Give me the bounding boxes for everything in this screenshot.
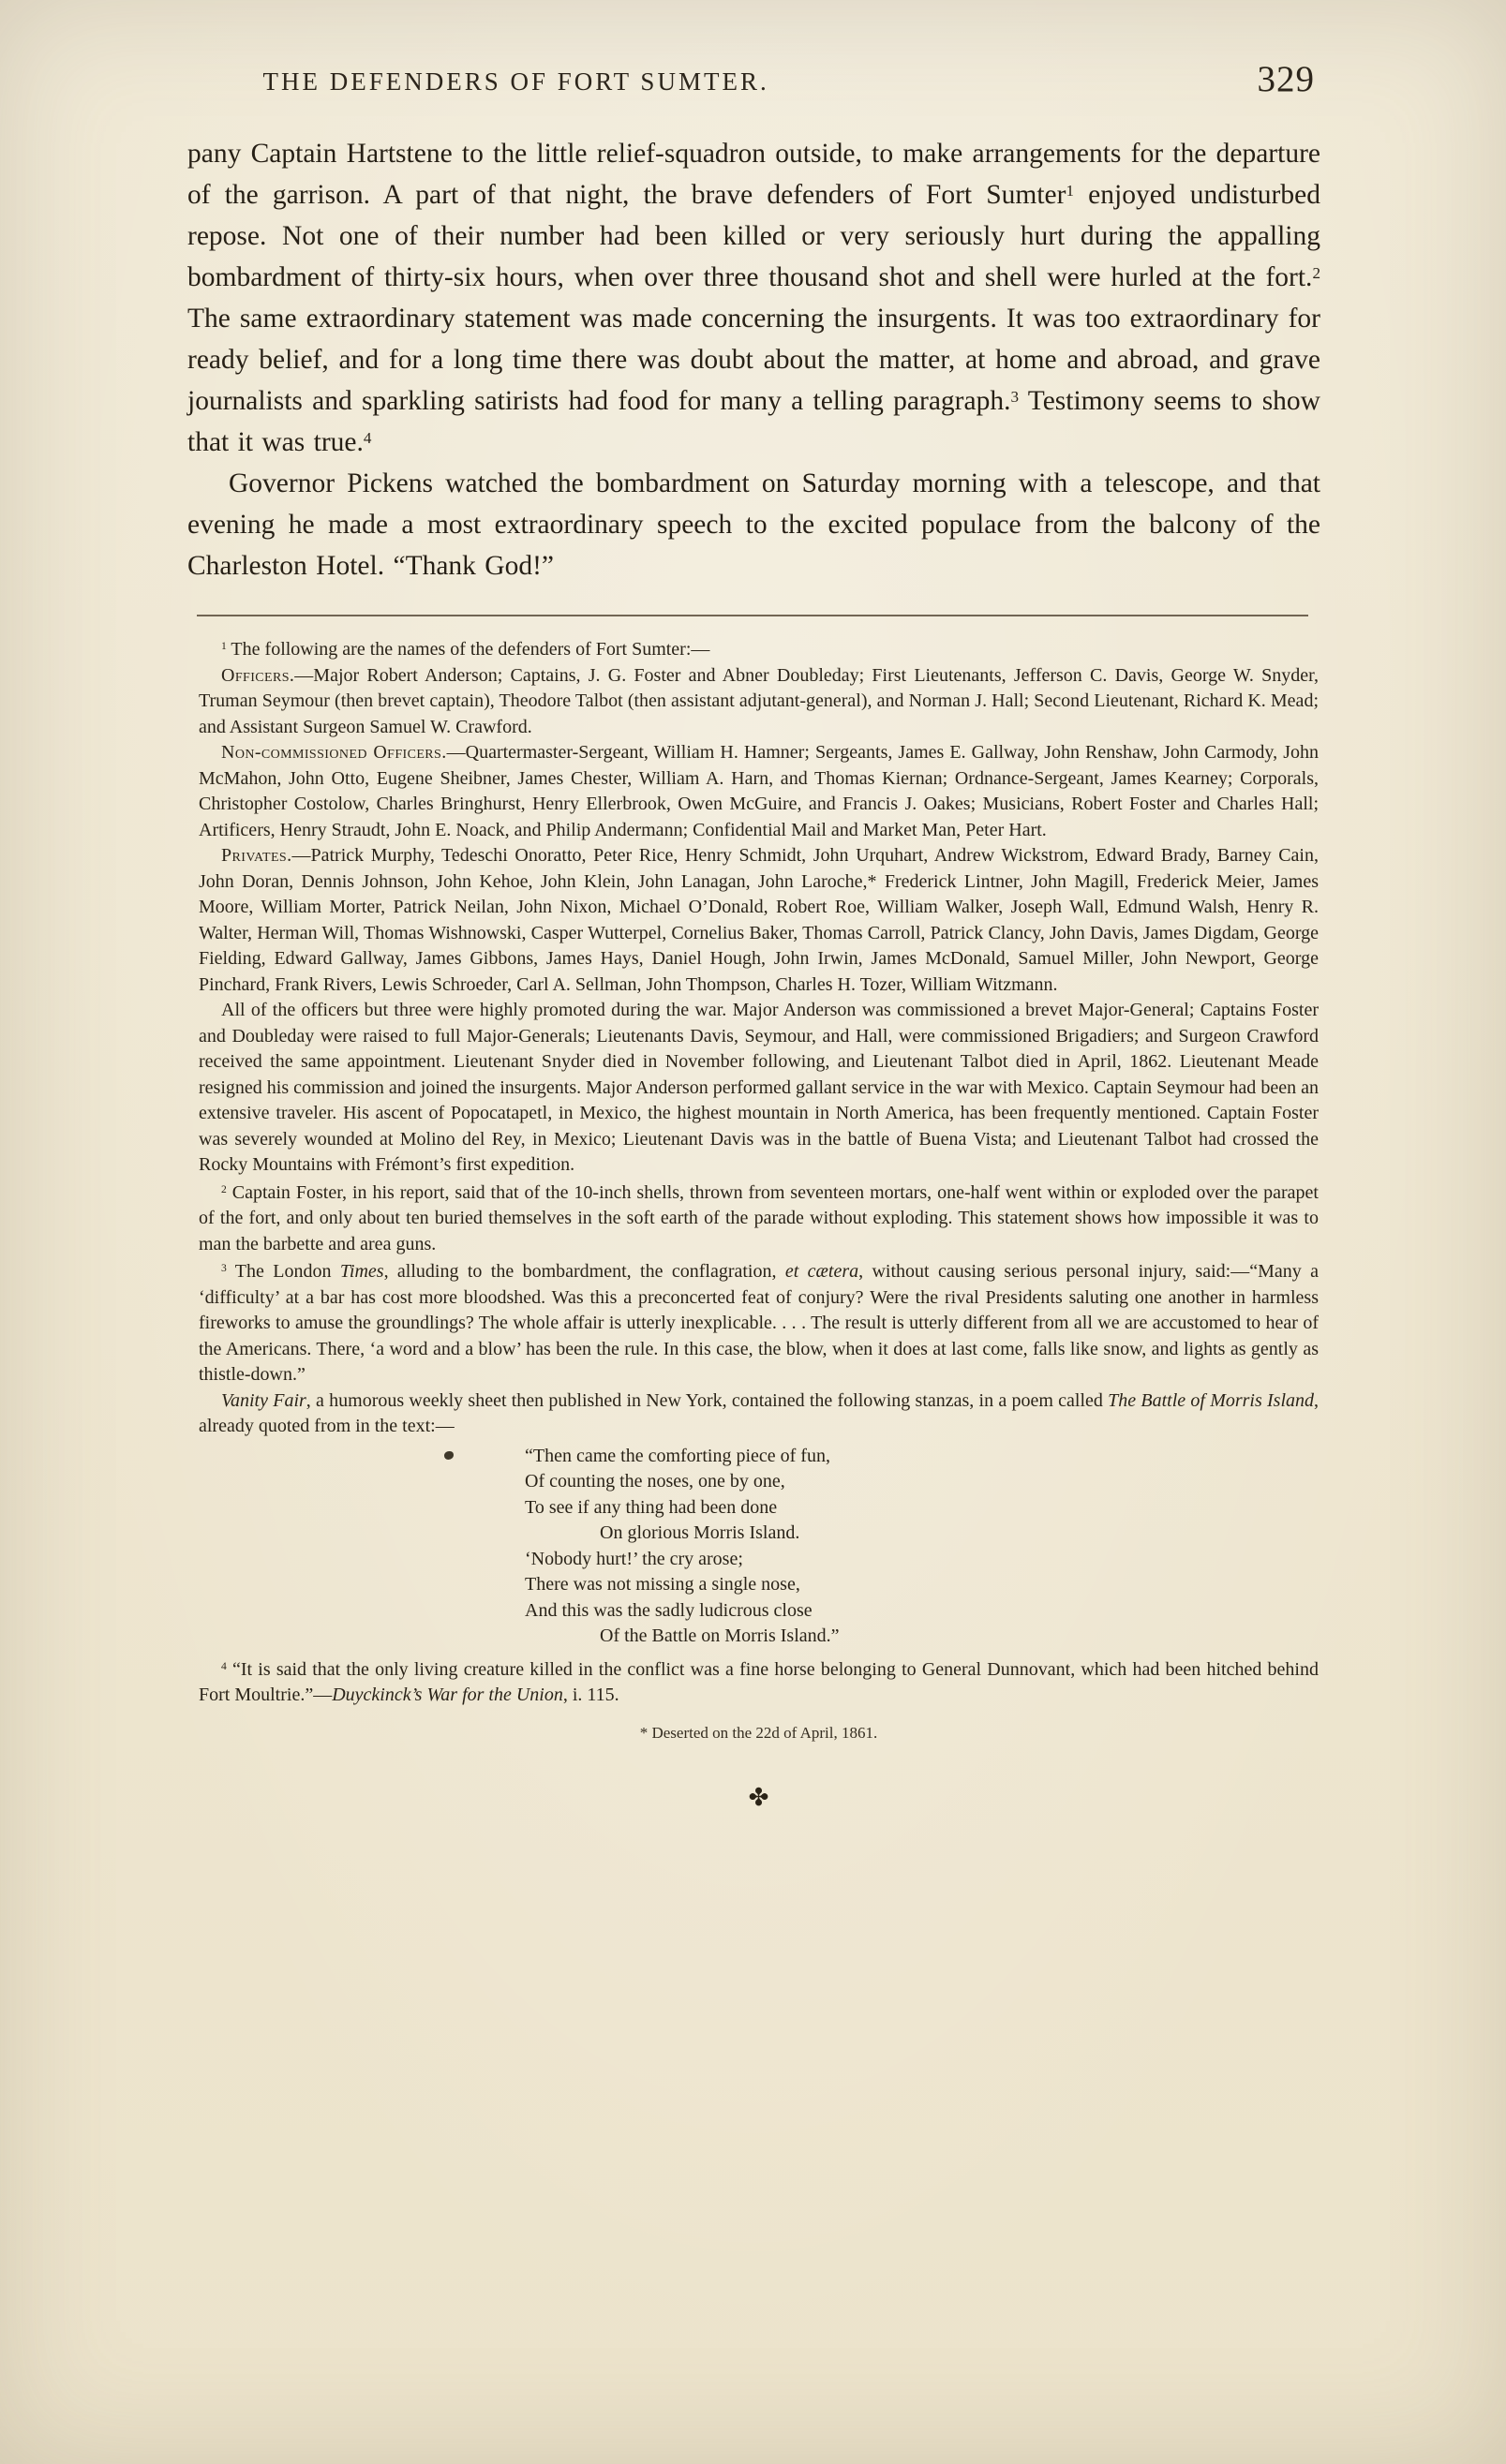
footnote-3-text: $^3$ The London Times, alluding to the bombardment, the conflagration, et cætera, without causing serious personal injury, said:—“Many a ‘difficulty’ at a bar has cost more bloodshed. Was this a preconcerted feat of conjury? Were the rival Presidents saluting one another in harmless fireworks to amuse the groundlings? The whole affair is utterly inexplicable. . . . The result is utterly different from all we are accustomed to hear of the Americans. There, ‘a word and a blow’ has been the rule. In this case, the blow, when it does at last come, falls like snow, and lights as gently as thistle-down.”: [199, 1261, 1319, 1385]
body-paragraph-1: pany Captain Hartstene to the little relief-squadron outside, to make arrangements for the departure of the garrison. A part of that night, the brave defenders of Fort Sumter$^1$ enjoyed undisturbed repose. Not one of their number had been killed or very seriously hurt during the appalling bombardment of thirty-six hours, when over three thousand shot and shell were hurled at the fort.$^2$ The same extraordinary statement was made concerning the insurgents. It was too extraordinary for ready belief, and for a long time there was doubt about the matter, at home and abroad, and grave journalists and sparkling satirists had food for many a telling paragraph.$^3$ Testimony seems to show that it was true.$^4$: [187, 139, 1320, 457]
ink-spot: [444, 1451, 454, 1460]
footnote-2-text: $^2$ Captain Foster, in his report, said that of the 10-inch shells, thrown from seventeen mortars, one-half went within or exploded over the parapet of the fort, and only about ten buried themselves in the soft earth of the parade without exploding. This statement shows how impossible it was to man the barbette and area guns.: [199, 1181, 1319, 1254]
page-header: [187, 58, 1320, 111]
footnotes-section: [187, 637, 1320, 1811]
footnote-1-noncommissioned: Non-commissioned Officers.—Quartermaster-Sergeant, William H. Hamner; Sergeants, James E. Gallway, John Renshaw, John Carmody, John McMahon, John Otto, Eugene Sheibner, James Chester, William A. Harn, and Thomas Kiernan; Ordnance-Sergeant, James Kearney; Corporals, Christopher Costolow, Charles Bringhurst, Henry Ellerbrook, Owen McGuire, and Francis J. Oakes; Musicians, Robert Foster and Charles Hall; Artificers, Henry Straudt, John E. Noack, and Philip Andermann; Confidential Mail and Market Man, Peter Hart.: [199, 742, 1319, 840]
poem-line: Of counting the noses, one by one,: [525, 1471, 785, 1492]
poem-line-refrain: Of the Battle on Morris Island.”: [600, 1625, 840, 1646]
body-paragraph-2: Governor Pickens watched the bombardment on Saturday morning with a telescope, and that evening he made a most extraordinary speech to the excited populace from the balcony of the Charleston Hotel. “Thank God!”: [187, 468, 1320, 581]
footnote-1-officers: Officers.—Major Robert Anderson; Captains, J. G. Foster and Abner Doubleday; First Lieutenants, Jefferson C. Davis, George W. Snyder, Truman Seymour (then brevet captain), Theodore Talbot (then assistant adjutant-general), and Norman J. Hall; Second Lieutenant, Richard K. Mead; and Assistant Surgeon Samuel W. Crawford.: [199, 664, 1319, 737]
footnote-3: [199, 1259, 1319, 1440]
main-text: [187, 133, 1320, 586]
asterisk-note: * Deserted on the 22d of April, 1861.: [639, 1723, 878, 1742]
poem-line: “Then came the comforting piece of fun,: [525, 1445, 830, 1466]
poem-line-refrain: On glorious Morris Island.: [600, 1522, 800, 1543]
footnote-1-intro: $^1$ The following are the names of the defenders of Fort Sumter:—: [221, 639, 710, 660]
poem-line: And this was the sadly ludicrous close: [525, 1599, 813, 1621]
footnote-1-privates: Privates.—Patrick Murphy, Tedeschi Onoratto, Peter Rice, Henry Schmidt, John Urquhart, Andrew Wickstrom, Edward Brady, Barney Cain, John Doran, Dennis Johnson, John Kehoe, John Klein, John Lanagan, John Laroche,* Frederick Lintner, John Magill, Frederick Meier, James Moore, William Morter, Patrick Neilan, John Nixon, Michael O’Donald, Robert Roe, William Walker, Joseph Wall, Edmund Walsh, Henry R. Walter, Herman Will, Thomas Wishnowski, Casper Wutterpel, Cornelius Baker, Thomas Carroll, Patrick Clancy, John Davis, James Digdam, George Fielding, Edward Gallway, James Gibbons, James Hays, Daniel Hough, John Irwin, James McDonald, Samuel Miller, John Newport, George Pinchard, Frank Rivers, Lewis Schroeder, Carl A. Sellman, John Thompson, Charles H. Tozer, William Witzmann.: [199, 845, 1319, 995]
footnote-1-promotions: All of the officers but three were highly promoted during the war. Major Anderson was commissioned a brevet Major-General; Captains Foster and Doubleday were raised to full Major-Generals; Lieutenants Davis, Seymour, and Hall, were commissioned Brigadiers; and Surgeon Crawford received the same appointment. Lieutenant Snyder died in November following, and Lieutenant Talbot died in April, 1862. Lieutenant Meade resigned his commission and joined the insurgents. Major Anderson performed gallant service in the war with Mexico. Captain Seymour had been an extensive traveler. His ascent of Popocatapetl, in Mexico, the highest mountain in North America, has been frequently mentioned. Captain Foster was severely wounded at Molino del Rey, in Mexico; Lieutenant Davis was in the battle of Buena Vista; and Lieutenant Talbot had crossed the Rocky Mountains with Frémont’s first expedition.: [199, 1000, 1319, 1175]
footnote-divider: [197, 615, 1308, 616]
page-number: 329: [1257, 59, 1315, 99]
poem-line: There was not missing a single nose,: [525, 1574, 800, 1595]
footnote-4: [199, 1657, 1319, 1709]
running-title: THE DEFENDERS OF FORT SUMTER.: [262, 67, 769, 96]
footnote-2: [199, 1180, 1319, 1258]
printers-ornament: ✤: [748, 1783, 769, 1812]
poem-block: [525, 1444, 1319, 1650]
footnote-3-vanity-fair: Vanity Fair, a humorous weekly sheet then published in New York, contained the following stanzas, in a poem called The Battle of Morris Island, already quoted from in the text:—: [199, 1389, 1320, 1436]
footnote-1: [199, 637, 1319, 1179]
poem-line: ‘Nobody hurt!’ the cry arose;: [525, 1548, 743, 1569]
footnote-4-text: $^4$ “It is said that the only living creature killed in the conflict was a fine horse belonging to General Dunnovant, which had been hitched behind Fort Moultrie.”—Duyckinck’s War for the Union, i. 115.: [199, 1658, 1319, 1705]
poem-line: To see if any thing had been done: [525, 1496, 778, 1518]
